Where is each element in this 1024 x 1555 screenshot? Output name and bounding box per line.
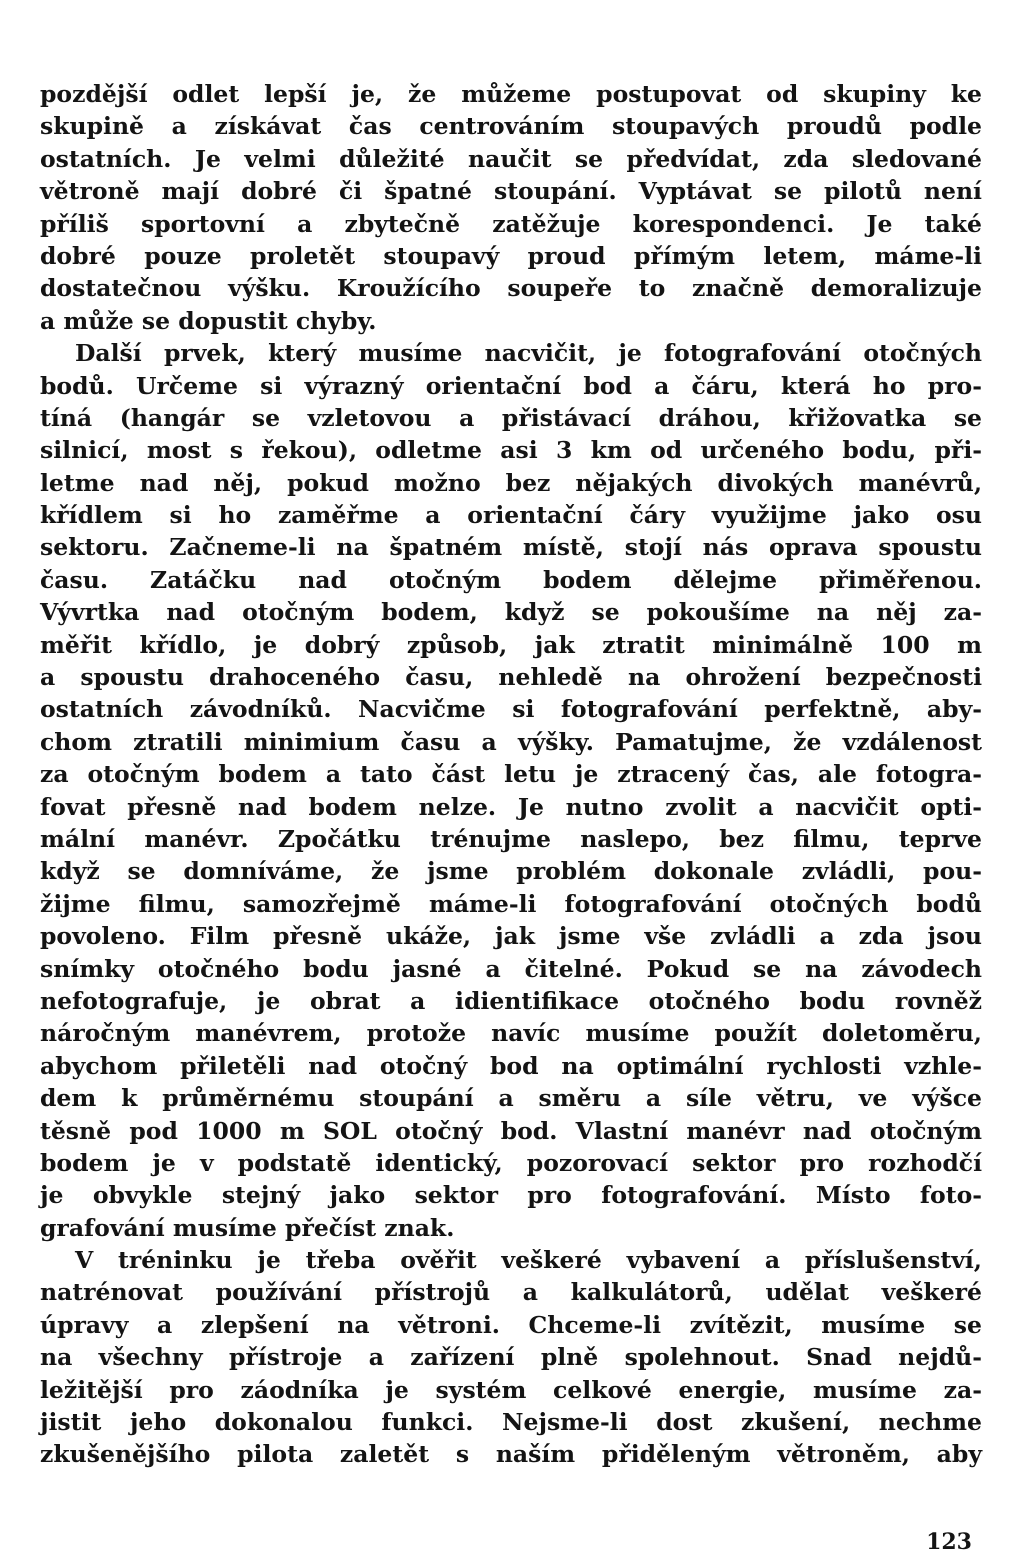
text-line: náročným manévrem, protože navíc musíme použít doletoměru, <box>40 1019 982 1048</box>
text-line: nefotografuje, je obrat a idientifikace otočného bodu rovněž <box>40 986 982 1015</box>
text-line: bodem je v podstatě identický, pozorovací sektor pro rozhodčí <box>40 1148 982 1177</box>
text-line: sektoru. Začneme-li na špatném místě, stojí nás oprava spoustu <box>40 533 982 562</box>
text-line: příliš sportovní a zbytečně zatěžuje korespondenci. Je také <box>40 209 982 238</box>
paragraph <box>40 78 982 337</box>
text-line: povoleno. Film přesně ukáže, jak jsme vše zvládli a zda jsou <box>40 922 982 951</box>
text-line: a může se dopustit chyby. <box>40 306 377 335</box>
text-line: snímky otočného bodu jasné a čitelné. Pokud se na závodech <box>40 954 982 983</box>
text-line: ostatních. Je velmi důležité naučit se předvídat, zda sledované <box>40 144 982 173</box>
text-line: křídlem si ho zaměřme a orientační čáry využijme jako osu <box>40 501 982 530</box>
text-line: měřit křídlo, je dobrý způsob, jak ztratit minimálně 100 m <box>40 630 982 659</box>
text-line: pozdější odlet lepší je, že můžeme postupovat od skupiny ke <box>40 80 982 108</box>
text-line: zkušenějšího pilota zaletět s naším přiděleným větroněm, aby <box>40 1440 982 1469</box>
text-line: letme nad něj, pokud možno bez nějakých divokých manévrů, <box>40 468 982 497</box>
text-line: když se domníváme, že jsme problém dokonale zvládli, pou- <box>40 857 982 886</box>
text-line: jistit jeho dokonalou funkci. Nejsme-li dost zkušení, nechme <box>40 1408 982 1437</box>
text-line: natrénovat používání přístrojů a kalkulátorů, udělat veškeré <box>40 1278 982 1307</box>
text-line: žijme filmu, samozřejmě máme-li fotografování otočných bodů <box>40 889 982 918</box>
text-line: Další prvek, který musíme nacvičit, je fotografování otočných <box>75 339 982 368</box>
text-line: mální manévr. Zpočátku trénujme naslepo, bez filmu, teprve <box>40 824 982 853</box>
text-line: a spoustu drahoceného času, nehledě na ohrožení bezpečnosti <box>40 663 982 692</box>
text-line: větroně mají dobré či špatné stoupání. Vyptávat se pilotů není <box>40 177 982 206</box>
text-line: abychom přiletěli nad otočný bod na optimální rychlosti vzhle- <box>40 1051 982 1080</box>
text-line: je obvykle stejný jako sektor pro fotografování. Místo foto- <box>40 1181 982 1210</box>
text-line: času. Zatáčku nad otočným bodem dělejme přiměřenou. <box>40 565 982 594</box>
paragraph <box>40 337 982 1244</box>
text-line: bodů. Určeme si výrazný orientační bod a čáru, která ho pro- <box>40 371 982 400</box>
text-line: dobré pouze proletět stoupavý proud přímým letem, máme-li <box>40 241 982 270</box>
text-line: úpravy a zlepšení na větroni. Chceme-li zvítězit, musíme se <box>40 1310 982 1339</box>
text-line: Vývrtka nad otočným bodem, když se pokoušíme na něj za- <box>40 598 982 627</box>
text-line: chom ztratili minimium času a výšky. Pamatujme, že vzdálenost <box>40 727 982 756</box>
text-line: ležitější pro záodníka je systém celkové energie, musíme za- <box>40 1375 982 1404</box>
page-number: 123 <box>926 1529 972 1555</box>
text-line: V tréninku je třeba ověřit veškeré vybavení a příslušenství, <box>75 1246 982 1275</box>
text-body <box>40 78 982 1471</box>
text-line: tíná (hangár se vzletovou a přistávací dráhou, křižovatka se <box>40 403 982 432</box>
text-line: na všechny přístroje a zařízení plně spolehnout. Snad nejdů- <box>40 1343 982 1372</box>
text-line: fovat přesně nad bodem nelze. Je nutno zvolit a nacvičit opti- <box>40 792 982 821</box>
text-line: ostatních závodníků. Nacvičme si fotografování perfektně, aby- <box>40 695 982 724</box>
text-line: dem k průměrnému stoupání a směru a síle větru, ve výšce <box>40 1084 982 1113</box>
text-line: za otočným bodem a tato část letu je ztracený čas, ale fotogra- <box>40 760 982 789</box>
document-page <box>40 78 982 1471</box>
text-line: silnicí, most s řekou), odletme asi 3 km od určeného bodu, při- <box>40 436 982 465</box>
text-line: dostatečnou výšku. Kroužícího soupeře to značně demoralizuje <box>40 274 982 303</box>
text-line: skupině a získávat čas centrováním stoupavých proudů podle <box>40 112 982 141</box>
text-line: těsně pod 1000 m SOL otočný bod. Vlastní manévr nad otočným <box>40 1116 982 1145</box>
paragraph <box>40 1244 982 1471</box>
text-line: grafování musíme přečíst znak. <box>40 1213 455 1242</box>
